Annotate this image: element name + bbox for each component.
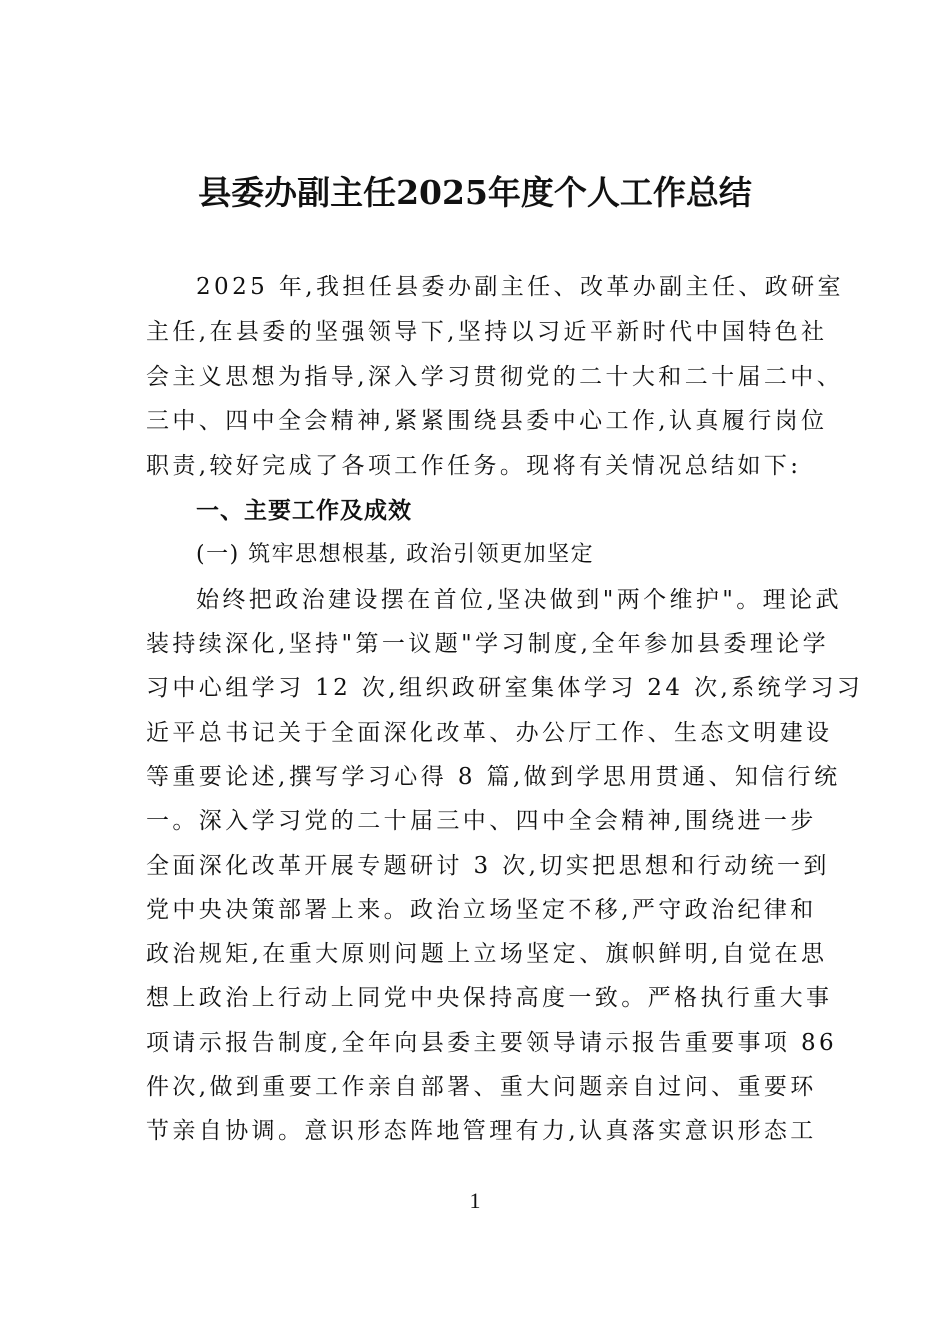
paragraph-line: 件次,做到重要工作亲自部署、重大问题亲自过问、重要环: [146, 1074, 817, 1100]
paragraph-line: 装持续深化,坚持"第一议题"学习制度,全年参加县委理论学: [146, 631, 829, 657]
paragraph-line: 主任,在县委的坚强领导下,坚持以习近平新时代中国特色社: [146, 319, 828, 345]
paragraph-line: 想上政治上行动上同党中央保持高度一致。严格执行重大事: [146, 985, 833, 1011]
paragraph-line: 一。深入学习党的二十届三中、四中全会精神,围绕进一步: [146, 808, 817, 834]
paragraph-line: 始终把政治建设摆在首位,坚决做到"两个维护"。理论武: [196, 587, 842, 613]
paragraph-line: 职责,较好完成了各项工作任务。现将有关情况总结如下:: [146, 453, 802, 479]
section-heading: 一、主要工作及成效: [196, 498, 412, 524]
paragraph-line: 党中央决策部署上来。政治立场坚定不移,严守政治纪律和: [146, 897, 817, 923]
paragraph-line: 等重要论述,撰写学习心得 8 篇,做到学思用贯通、知信行统: [146, 764, 841, 790]
paragraph-line: 三中、四中全会精神,紧紧围绕县委中心工作,认真履行岗位: [146, 408, 828, 434]
subsection-heading: (一) 筑牢思想根基, 政治引领更加坚定: [196, 542, 595, 567]
paragraph-line: 项请示报告制度,全年向县委主要领导请示报告重要事项 86: [146, 1030, 838, 1056]
paragraph-line: 近平总书记关于全面深化改革、办公厅工作、生态文明建设: [146, 720, 833, 746]
paragraph-line: 政治规矩,在重大原则问题上立场坚定、旗帜鲜明,自觉在思: [146, 941, 828, 967]
paragraph-line: 全面深化改革开展专题研讨 3 次,切实把思想和行动统一到: [146, 853, 830, 879]
document-title: 县委办副主任2025年度个人工作总结: [198, 173, 752, 212]
paragraph-line: 2025 年,我担任县委办副主任、改革办副主任、政研室: [196, 274, 844, 300]
page-number: 1: [469, 1188, 481, 1213]
paragraph-line: 节亲自协调。意识形态阵地管理有力,认真落实意识形态工: [146, 1118, 817, 1144]
paragraph-line: 习中心组学习 12 次,组织政研室集体学习 24 次,系统学习习: [146, 675, 864, 701]
paragraph-line: 会主义思想为指导,深入学习贯彻党的二十大和二十届二中、: [146, 364, 844, 390]
